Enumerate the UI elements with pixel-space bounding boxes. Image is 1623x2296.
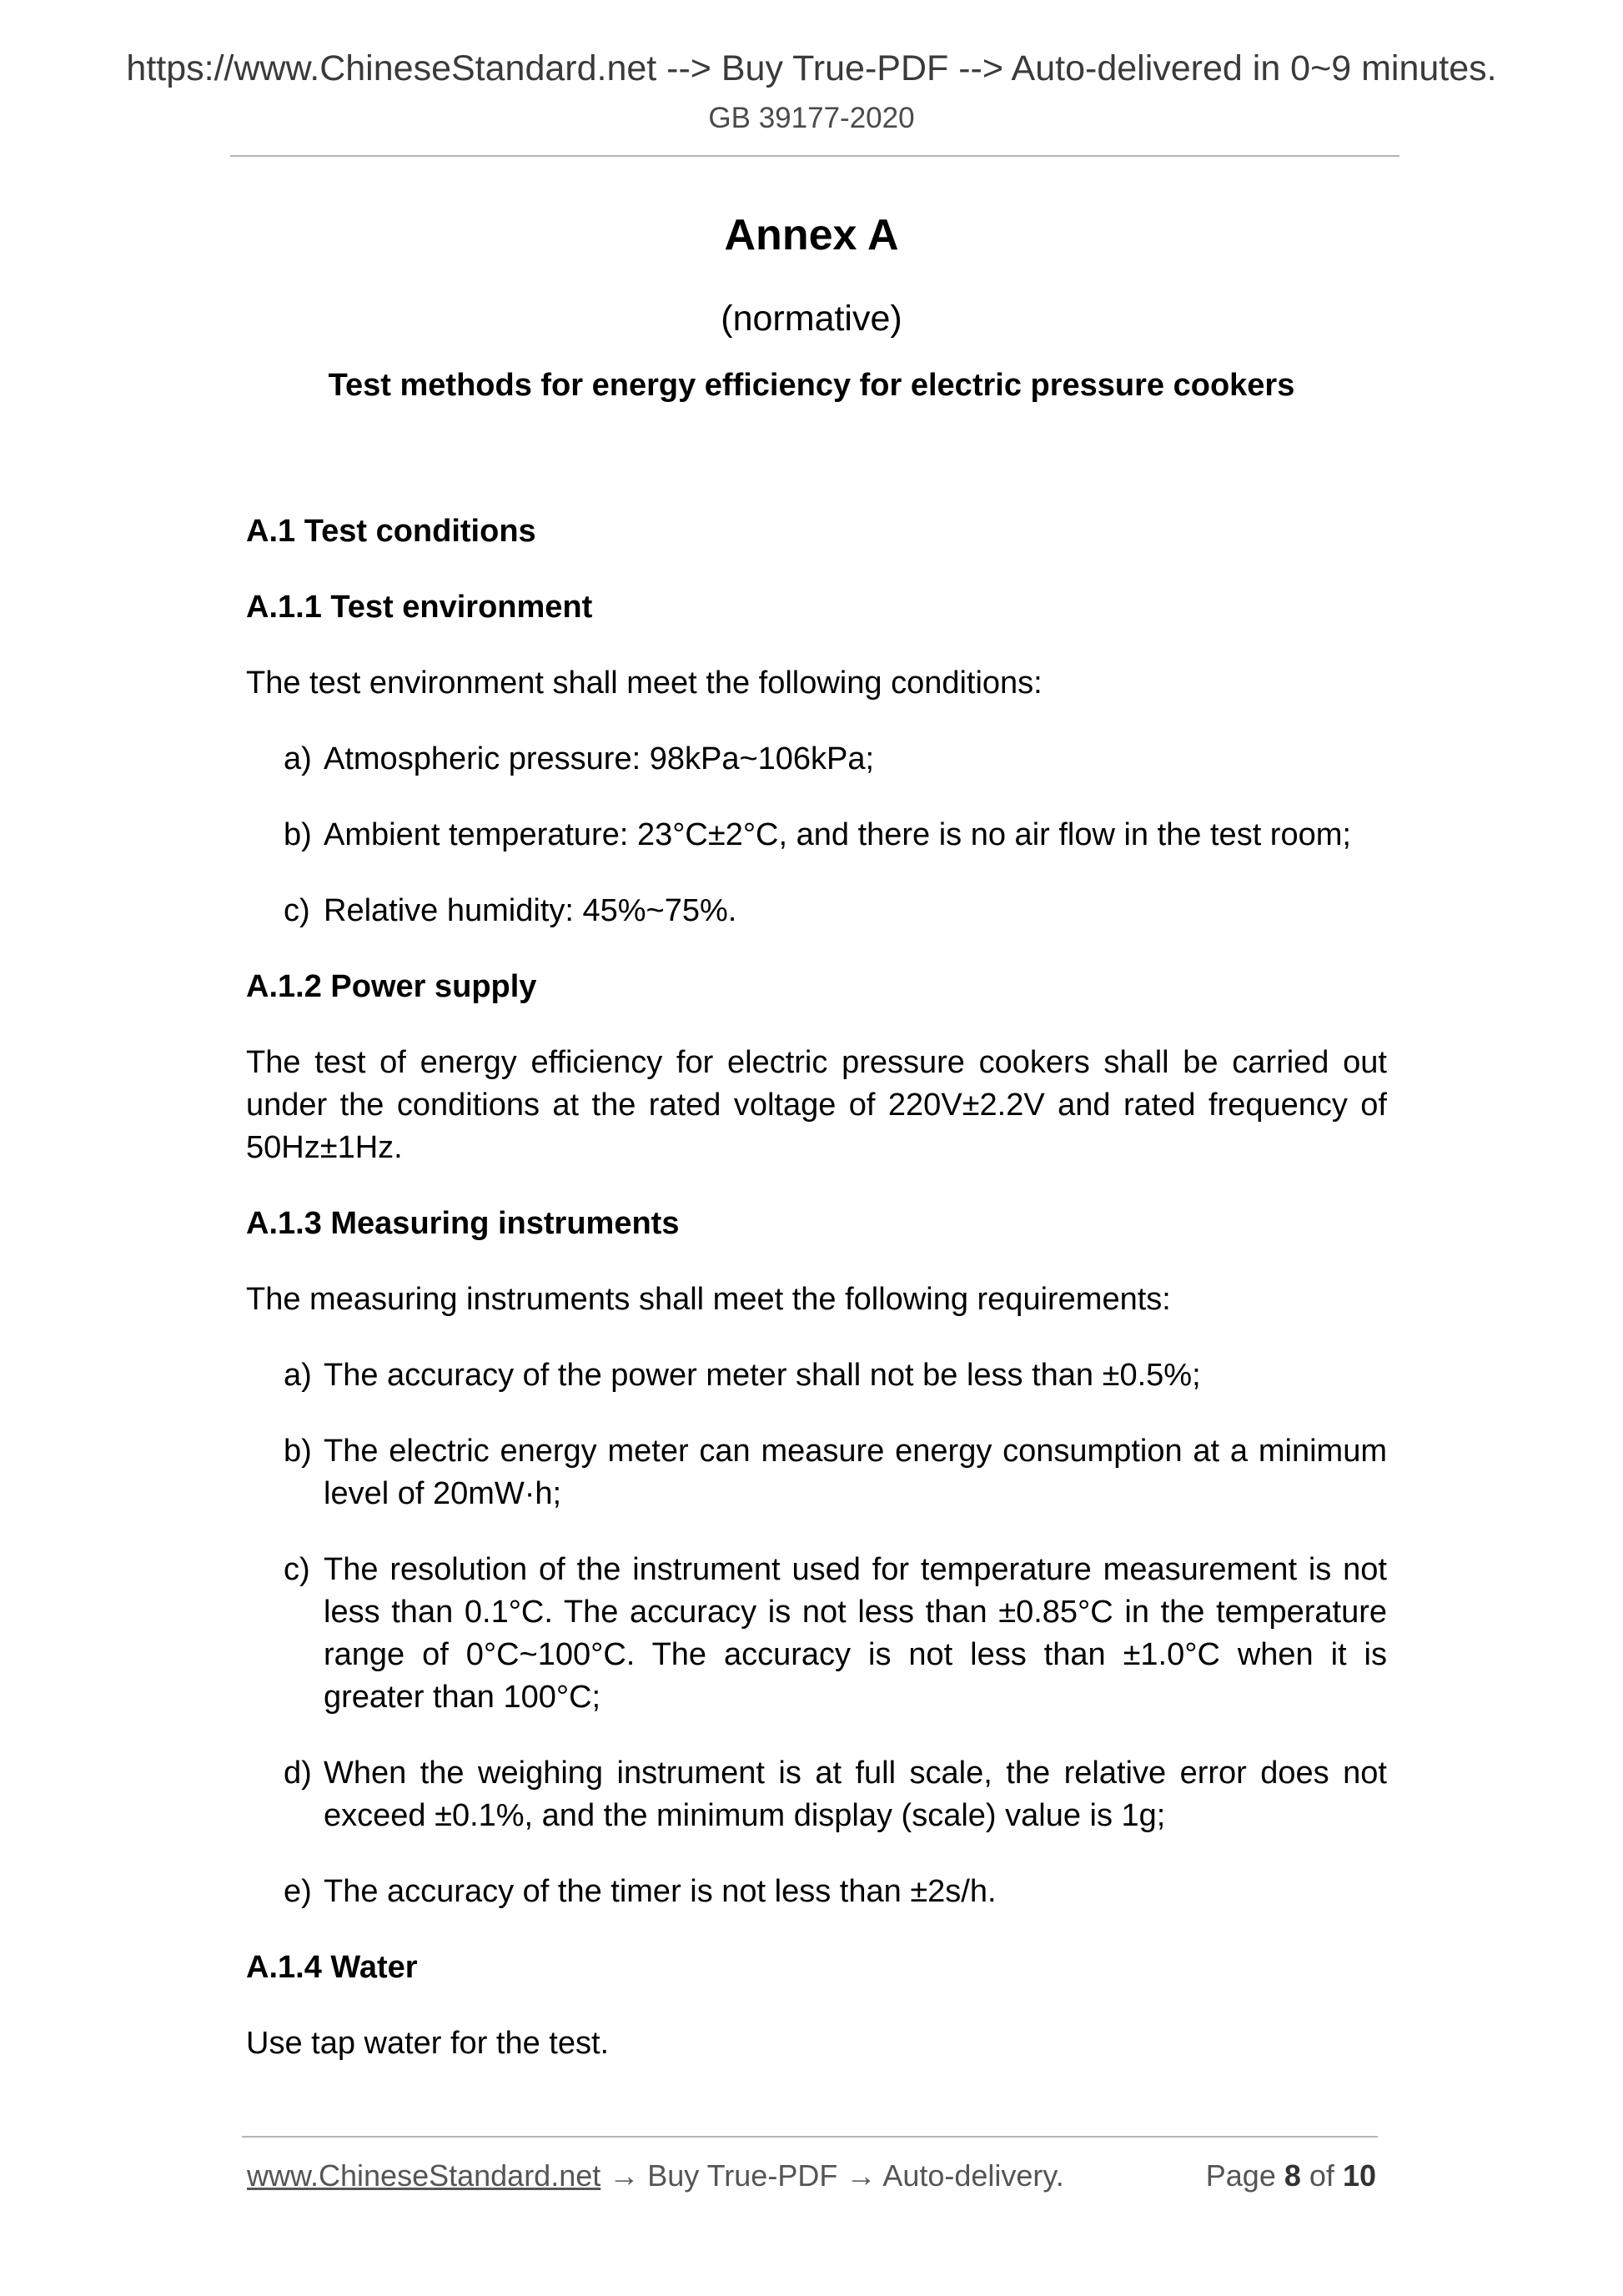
- page-total: 10: [1342, 2158, 1376, 2193]
- footer-site-info: [247, 2155, 1064, 2197]
- list-marker: d): [284, 1756, 312, 1791]
- list-text: Relative humidity: 45%~75%.: [324, 893, 737, 928]
- annex-subtitle: Test methods for energy efficiency for electric pressure cookers: [328, 368, 1295, 403]
- section-heading-a1-3: A.1.3 Measuring instruments: [246, 1206, 680, 1241]
- list-text: Atmospheric pressure: 98kPa~106kPa;: [324, 741, 875, 776]
- footer-tagline: → Buy True-PDF → Auto-delivery.: [600, 2158, 1064, 2193]
- paragraph-a1-1-intro: The test environment shall meet the following conditions:: [246, 666, 1043, 701]
- list-marker: b): [284, 1434, 312, 1469]
- list-text: The accuracy of the timer is not less than ±2s/h.: [324, 1874, 997, 1909]
- list-text: The accuracy of the power meter shall not be less than ±0.5%;: [324, 1358, 1201, 1393]
- list-marker: e): [284, 1874, 312, 1909]
- paragraph-a1-4: Use tap water for the test.: [246, 2026, 610, 2061]
- footer-page-indicator: [1206, 2155, 1376, 2197]
- list-item-a1-3-c: [246, 1549, 1387, 1719]
- footer-divider: [242, 2136, 1378, 2138]
- list-text: The resolution of the instrument used for temperature measurement is not less than 0.1°C. The accuracy is not less than ±0.85°C in the temperature range of 0°C~100°C. The accuracy is not less than ±1.0°C when it is greater than 100°C;: [324, 1552, 1387, 1715]
- list-item-a1-3-d: [246, 1752, 1387, 1837]
- list-text: The electric energy meter can measure energy consumption at a minimum level of 20mW·h;: [324, 1434, 1387, 1511]
- document-body: [246, 510, 1387, 2098]
- list-marker: a): [284, 741, 312, 776]
- page-word: Page: [1205, 2158, 1276, 2193]
- annex-title: Annex A: [724, 211, 899, 259]
- list-item-a1-3-a: [246, 1354, 1387, 1397]
- list-marker: a): [284, 1358, 312, 1393]
- section-heading-a1-4: A.1.4 Water: [246, 1950, 418, 1985]
- section-heading-a1-1: A.1.1 Test environment: [246, 590, 593, 625]
- list-marker: c): [284, 1552, 310, 1587]
- section-heading-a1-2: A.1.2 Power supply: [246, 969, 537, 1004]
- header-divider: [230, 155, 1399, 157]
- paragraph-a1-2: The test of energy efficiency for electric pressure cookers shall be carried out under the conditions at the rated voltage of 220V±2.2V and rated frequency of 50Hz±1Hz.: [246, 1045, 1387, 1165]
- page-number: 8: [1284, 2158, 1301, 2193]
- list-text: When the weighing instrument is at full scale, the relative error does not exceed ±0.1%, and the minimum display (scale) value is 1g;: [324, 1756, 1387, 1833]
- list-item-a1-1-c: [246, 890, 1387, 932]
- list-item-a1-1-a: [246, 738, 1387, 781]
- top-banner: https://www.ChineseStandard.net --> Buy True-PDF --> Auto-delivered in 0~9 minutes.: [126, 48, 1497, 88]
- footer-site-link[interactable]: www.ChineseStandard.net: [247, 2158, 601, 2193]
- list-item-a1-3-b: [246, 1430, 1387, 1515]
- document-code: GB 39177-2020: [708, 102, 915, 134]
- annex-type: (normative): [721, 299, 902, 339]
- section-heading-a1: A.1 Test conditions: [246, 514, 536, 549]
- paragraph-a1-3-intro: The measuring instruments shall meet the following requirements:: [246, 1282, 1171, 1317]
- list-item-a1-3-e: [246, 1871, 1387, 1913]
- list-item-a1-1-b: [246, 814, 1387, 857]
- list-marker: b): [284, 817, 312, 852]
- list-marker: c): [284, 893, 310, 928]
- list-text: Ambient temperature: 23°C±2°C, and there is no air flow in the test room;: [324, 817, 1351, 852]
- of-word: of: [1309, 2158, 1334, 2193]
